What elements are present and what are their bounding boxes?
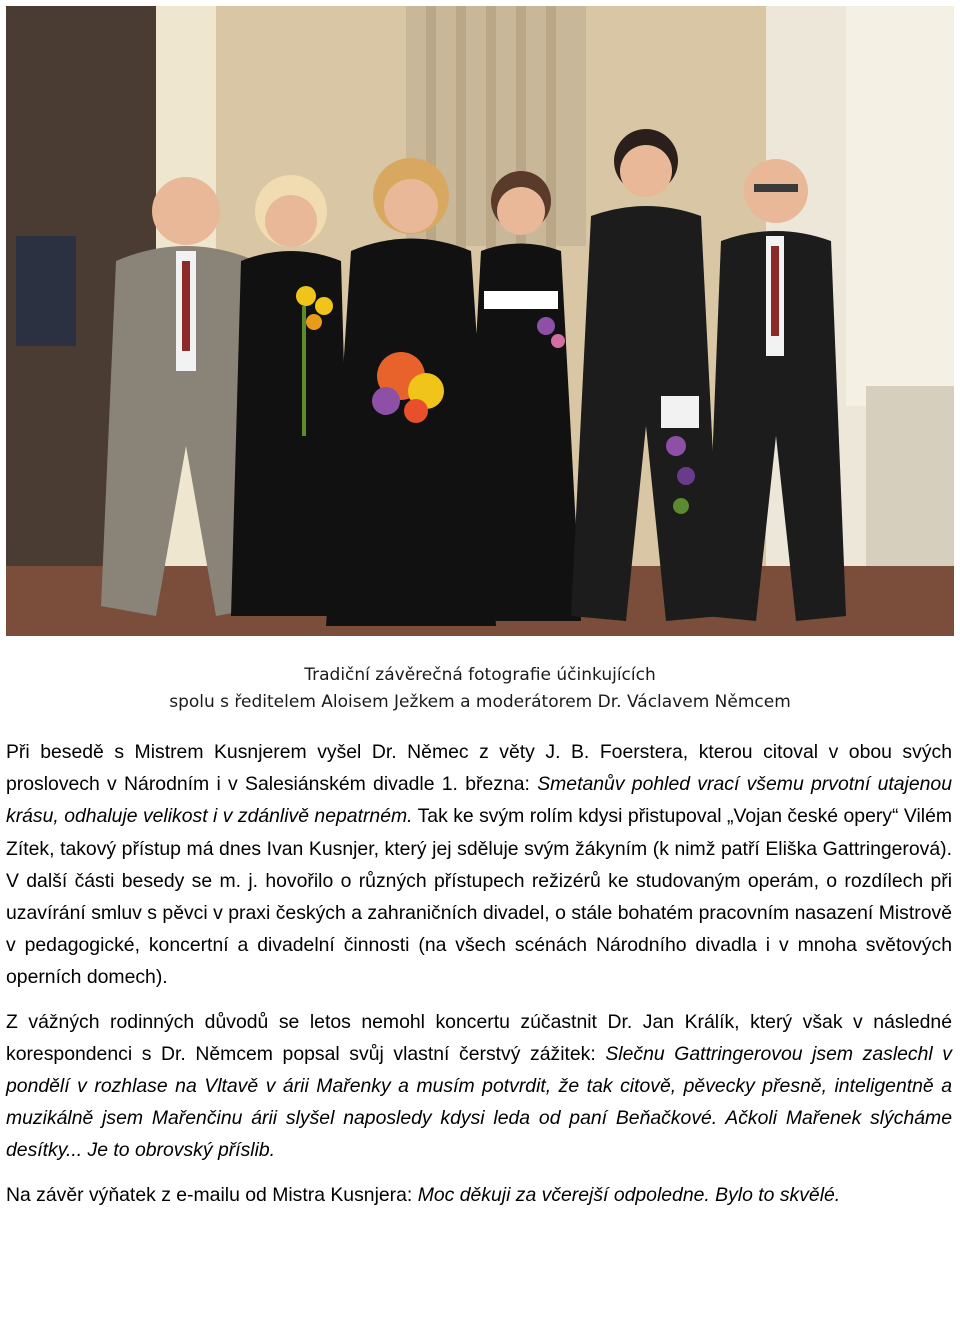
paragraph-1-quote: Smetanův pohled vrací všemu prvotní utajenou krásu, odhaluje velikost i v zdánlivě nepatrném.	[6, 773, 952, 828]
paragraph-2-quote: Slečnu Gattringerovou jsem zaslechl v pondělí v rozhlase na Vltavě v árii Mařenky a musím potvrdit, že tak citově, pěvecky přesně, inteligentně a muzikálně jsem Mařenčinu árii slyšel naposledy kdysi leda od paní Beňačkové. Ačkoli Mařenek slýcháme desítky... Je to obrovský příslib.	[6, 1042, 952, 1162]
group-photo	[6, 6, 954, 636]
caption-line-2: spolu s ředitelem Aloisem Ježkem a moderátorem Dr. Václavem Němcem	[169, 692, 791, 712]
paragraph-3	[6, 1179, 952, 1211]
group-photo-icon	[6, 6, 954, 636]
caption-line-1: Tradiční závěrečná fotografie účinkujících	[304, 665, 656, 685]
photo-caption	[0, 662, 960, 716]
paragraph-3-quote: Moc děkuji za včerejší odpoledne. Bylo to skvělé.	[417, 1183, 841, 1206]
paragraph-3-text-a: Na závěr výňatek z e-mailu od Mistra Kusnjera:	[6, 1183, 418, 1206]
paragraph-2	[6, 1006, 952, 1167]
paragraph-1	[6, 736, 952, 994]
article-body	[6, 736, 952, 1211]
paragraph-2-text-a: Z vážných rodinných důvodů se letos nemohl koncertu zúčastnit Dr. Jan Králík, který však v následné korespondenci s Dr. Němcem popsal svůj vlastní čerstvý zážitek:	[6, 1010, 952, 1065]
paragraph-1-text-b: Tak ke svým rolím kdysi přistupoval „Vojan české opery“ Vilém Zítek, takový přístup má dnes Ivan Kusnjer, který jej sděluje svým žákyním (k nimž patří Eliška Gattringerová). V další části besedy se m. j. hovořilo o různých přístupech režizérů ke studovaným operám, o rozdílech při uzavírání smluv s pěvci v praxi českých a zahraničních divadel, o stále bohatém pracovním nasazení Mistrově v pedagogické, koncertní a divadelní činnosti (na všech scénách Národního divadla i v mnoha světových operních domech).	[6, 805, 953, 989]
paragraph-1-text-a: Při besedě s Mistrem Kusnjerem vyšel Dr. Němec z věty J. B. Foerstera, kterou citoval v obou svých proslovech v Národním i v Salesiánském divadle 1. března:	[6, 741, 952, 796]
